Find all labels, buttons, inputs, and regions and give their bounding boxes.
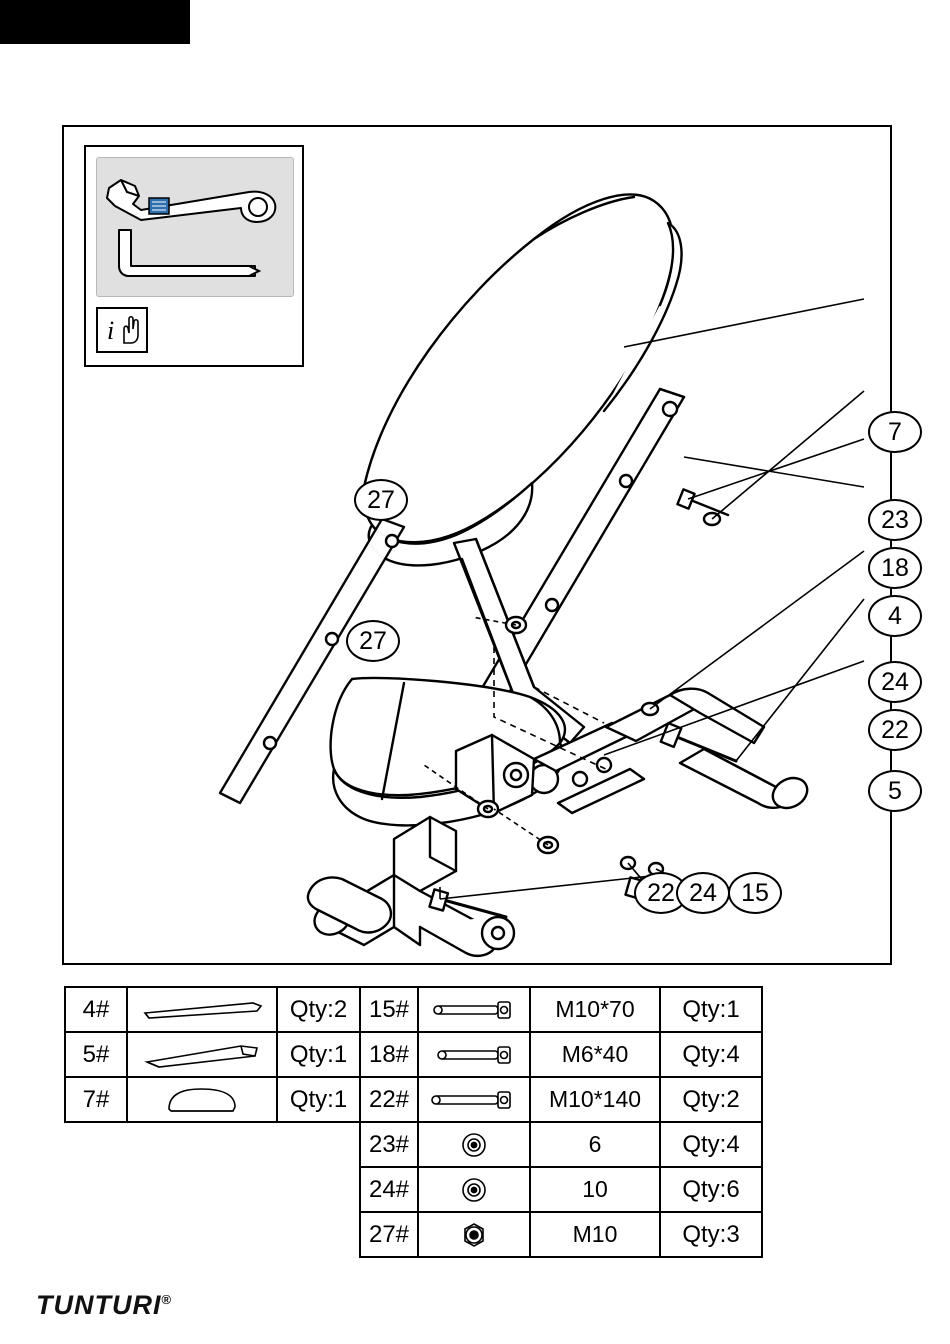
part-id: 5# <box>65 1032 127 1077</box>
callout-24: 24 <box>868 661 922 703</box>
table-row <box>65 1077 360 1122</box>
part-qty: Qty:4 <box>660 1032 762 1077</box>
part-image-lock-nut <box>418 1212 530 1257</box>
part-image-flat-bar <box>127 1032 277 1077</box>
callout-27-upper: 27 <box>354 479 408 521</box>
brand-logo <box>36 1290 172 1321</box>
part-qty: Qty:1 <box>660 987 762 1032</box>
callout-24-lower: 24 <box>676 872 730 914</box>
table-row <box>65 987 360 1032</box>
part-image-back-pad <box>127 1077 277 1122</box>
parts-table-left <box>64 986 361 1123</box>
part-id: 22# <box>360 1077 418 1122</box>
part-spec: M6*40 <box>530 1032 660 1077</box>
part-id: 23# <box>360 1122 418 1167</box>
hex-bolt-icon <box>424 1043 524 1067</box>
lock-nut-icon <box>454 1220 494 1250</box>
callout-7: 7 <box>868 411 922 453</box>
part-id: 15# <box>360 987 418 1032</box>
part-image-hex-bolt <box>418 1032 530 1077</box>
part-spec: M10 <box>530 1212 660 1257</box>
table-row <box>360 1167 762 1212</box>
back-pad-icon <box>137 1083 267 1117</box>
part-id: 27# <box>360 1212 418 1257</box>
parts-table-right <box>359 986 763 1258</box>
part-image-hex-bolt <box>418 987 530 1032</box>
part-qty: Qty:6 <box>660 1167 762 1212</box>
callout-18: 18 <box>868 547 922 589</box>
part-qty: Qty:2 <box>277 987 360 1032</box>
part-image-hex-bolt <box>418 1077 530 1122</box>
callout-27-lower: 27 <box>346 620 400 662</box>
callout-22: 22 <box>868 709 922 751</box>
part-qty: Qty:4 <box>660 1122 762 1167</box>
part-qty: Qty:2 <box>660 1077 762 1122</box>
svg-text:i: i <box>107 316 115 345</box>
part-id: 24# <box>360 1167 418 1212</box>
header-black-bar <box>0 0 190 44</box>
callout-5: 5 <box>868 770 922 812</box>
callout-23: 23 <box>868 499 922 541</box>
callout-22-lower: 22 <box>634 872 688 914</box>
part-spec: 6 <box>530 1122 660 1167</box>
table-row <box>65 1032 360 1077</box>
part-qty: Qty:3 <box>660 1212 762 1257</box>
washer-icon <box>454 1130 494 1160</box>
table-row <box>360 1122 762 1167</box>
hex-bolt-icon <box>424 1088 524 1112</box>
hex-bolt-icon <box>424 998 524 1022</box>
part-id: 7# <box>65 1077 127 1122</box>
part-image-long-tube <box>127 987 277 1032</box>
bench-exploded-view <box>64 127 890 963</box>
part-spec: 10 <box>530 1167 660 1212</box>
part-qty: Qty:1 <box>277 1032 360 1077</box>
part-id: 18# <box>360 1032 418 1077</box>
callout-15: 15 <box>728 872 782 914</box>
part-spec: M10*140 <box>530 1077 660 1122</box>
washer-icon <box>454 1175 494 1205</box>
part-qty: Qty:1 <box>277 1077 360 1122</box>
table-row <box>360 1212 762 1257</box>
part-image-washer <box>418 1167 530 1212</box>
callout-4: 4 <box>868 595 922 637</box>
brand-registered-mark: ® <box>161 1292 173 1307</box>
table-row <box>360 1077 762 1122</box>
flat-bar-icon <box>137 1040 267 1070</box>
assembly-diagram-frame <box>62 125 909 965</box>
part-id: 4# <box>65 987 127 1032</box>
part-spec: M10*70 <box>530 987 660 1032</box>
table-row <box>360 987 762 1032</box>
table-row <box>360 1032 762 1077</box>
long-tube-icon <box>137 997 267 1023</box>
part-image-washer <box>418 1122 530 1167</box>
brand-name: TUNTURI <box>36 1290 162 1320</box>
